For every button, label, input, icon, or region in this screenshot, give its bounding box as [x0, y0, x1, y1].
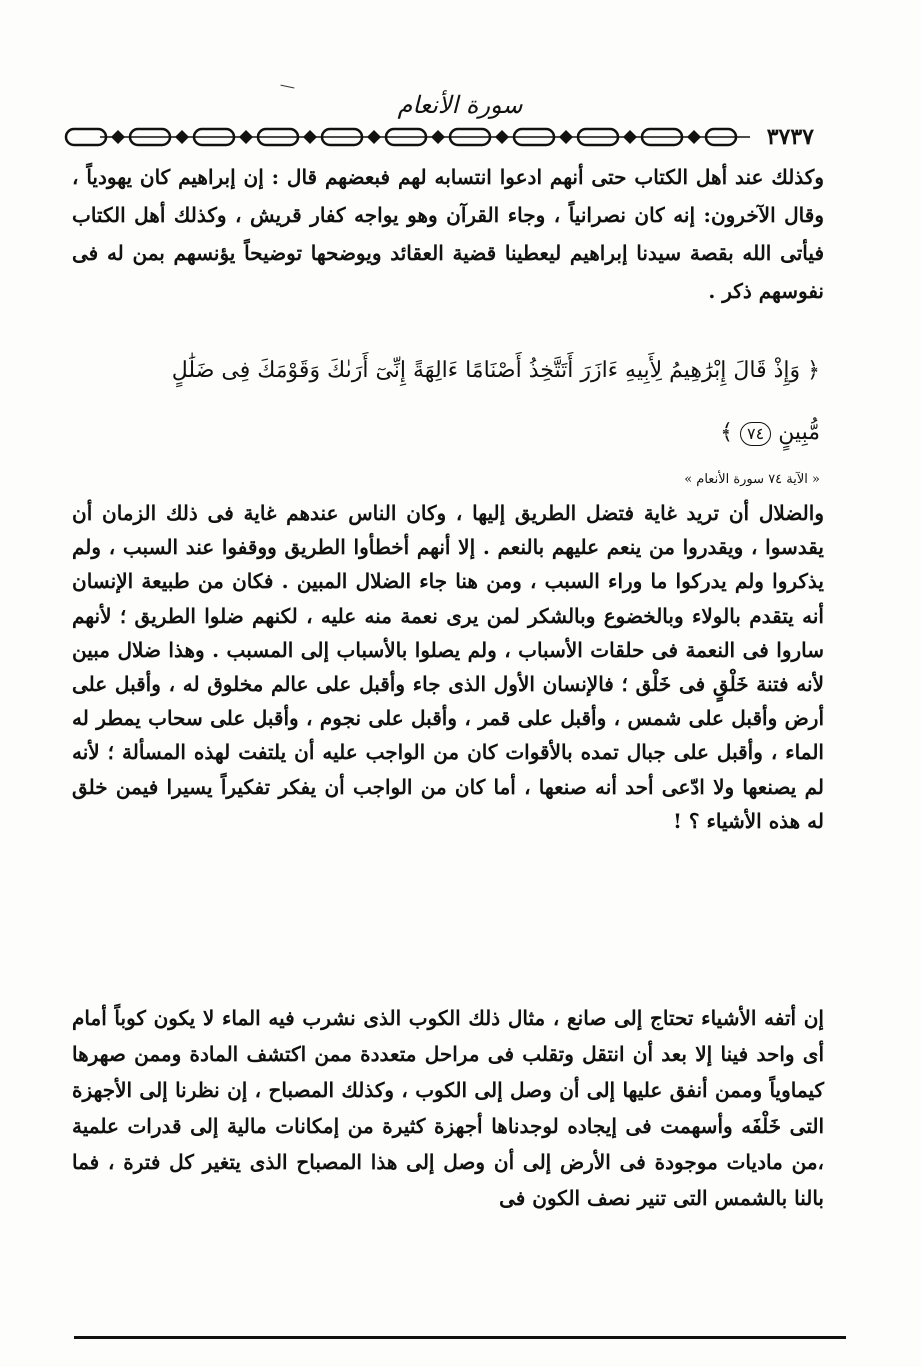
ayah-number-badge: ٧٤	[740, 422, 771, 446]
verse-line-2	[90, 402, 820, 464]
paragraph-misguidance: والضلال أن تريد غاية فتضل الطريق إليها ، وكان الناس عندهم غاية فى ذلك الزمان أن يقدسوا ، ويقدروا من ينعم عليهم بالنعم . إلا أنهم أخطأوا الطريق ووقفوا عند السبب ، ولم يذكروا ولم يدركوا ما وراء السبب ، ومن هنا جاء الضلال المبين . فكان من طبيعة الإنسان أنه يتقدم بالولاء وبالخضوع وبالشكر لمن يرى نعمة منه عليه ، لكنهم ضلوا الطريق ؛ لأنهم ساروا فى النعمة فى حلقات الأسباب ، ولم يصلوا بالأسباب إلى المسبب . وهذا ضلال مبين لأنه فتنة خَلْقٍ فى خَلْق ؛ فالإنسان الأول الذى جاء وأقبل على عالم مخلوق له ، وأقبل على أرض وأقبل على شمس ، وأقبل على قمر ، وأقبل على نجوم ، وأقبل على سحاب يمطر له الماء ، وأقبل على جبال تمده بالأقوات كان من الواجب عليه أن يلتفت لهذه المسألة ؛ لأنه لم يصنعها ولا ادّعى أحد أنه صنعها ، أما كان من الواجب أن يفكر تفكيراً يسيرا فيمن خلق له هذه الأشياء ؟ !	[72, 501, 824, 833]
stray-mark	[280, 85, 295, 93]
ornament-chain-icon	[60, 124, 836, 150]
page-number: ٣٧٣٧	[761, 124, 820, 150]
header-ornament-border	[60, 124, 836, 150]
paragraph-creator: إن أتفه الأشياء تحتاج إلى صانع ، مثال ذلك الكوب الذى نشرب فيه الماء لا يكون كوباً أمام أى واحد فينا إلا بعد أن انتقل وتقلب فى مراحل متعددة ممن اكتشف المادة وممن صهرها كيماوياً وممن أنفق عليها إلى أن وصل إلى الكوب ، وكذلك المصباح ، إن نظرنا إلى الأجهزة التى خَلْفَه وأسهمت فى إيجاده لوجدناها أجهزة كثيرة من إمكانات مالية إلى قدرات علمية ،من ماديات موجودة فى الأرض إلى أن وصل إلى هذا المصباح الذى يتغير كل فترة ، فما بالنا بالشمس التى تنير نصف الكون فى	[72, 1006, 824, 1210]
verse-close-bracket: ﴾	[720, 420, 733, 445]
paragraph-intro: وكذلك عند أهل الكتاب حتى أنهم ادعوا انتسابه لهم فبعضهم قال : إن إبراهيم كان يهودياً ، وقال الآخرون: إنه كان نصرانياً ، وجاء القرآن وهو يواجه كفار قريش ، وكذلك أهل الكتاب فيأتى الله بقصة سيدنا إبراهيم ليعطينا قضية العقائد ويوضحها توضيحاً يؤنسهم بمن له فى نفوسهم ذكر .	[72, 165, 824, 303]
quran-verse	[90, 340, 820, 464]
verse-text-end: مُّبِينٍ	[778, 420, 820, 445]
verse-line-1	[90, 340, 820, 402]
verse-open-bracket: ﴿	[807, 358, 820, 383]
verse-reference: « الآية ٧٤ سورة الأنعام »	[684, 472, 820, 487]
footer-rule	[74, 1336, 846, 1339]
surah-title: سورة الأنعام	[397, 91, 523, 119]
verse-text: وَإِذْ قَالَ إِبْرَٰهِيمُ لِأَبِيهِ ءَازَرَ أَتَتَّخِذُ أَصْنَامًا ءَالِهَةً إِنِّىٓ أَرَىٰكَ وَقَوْمَكَ فِى ضَلَٰلٍ	[171, 358, 801, 383]
